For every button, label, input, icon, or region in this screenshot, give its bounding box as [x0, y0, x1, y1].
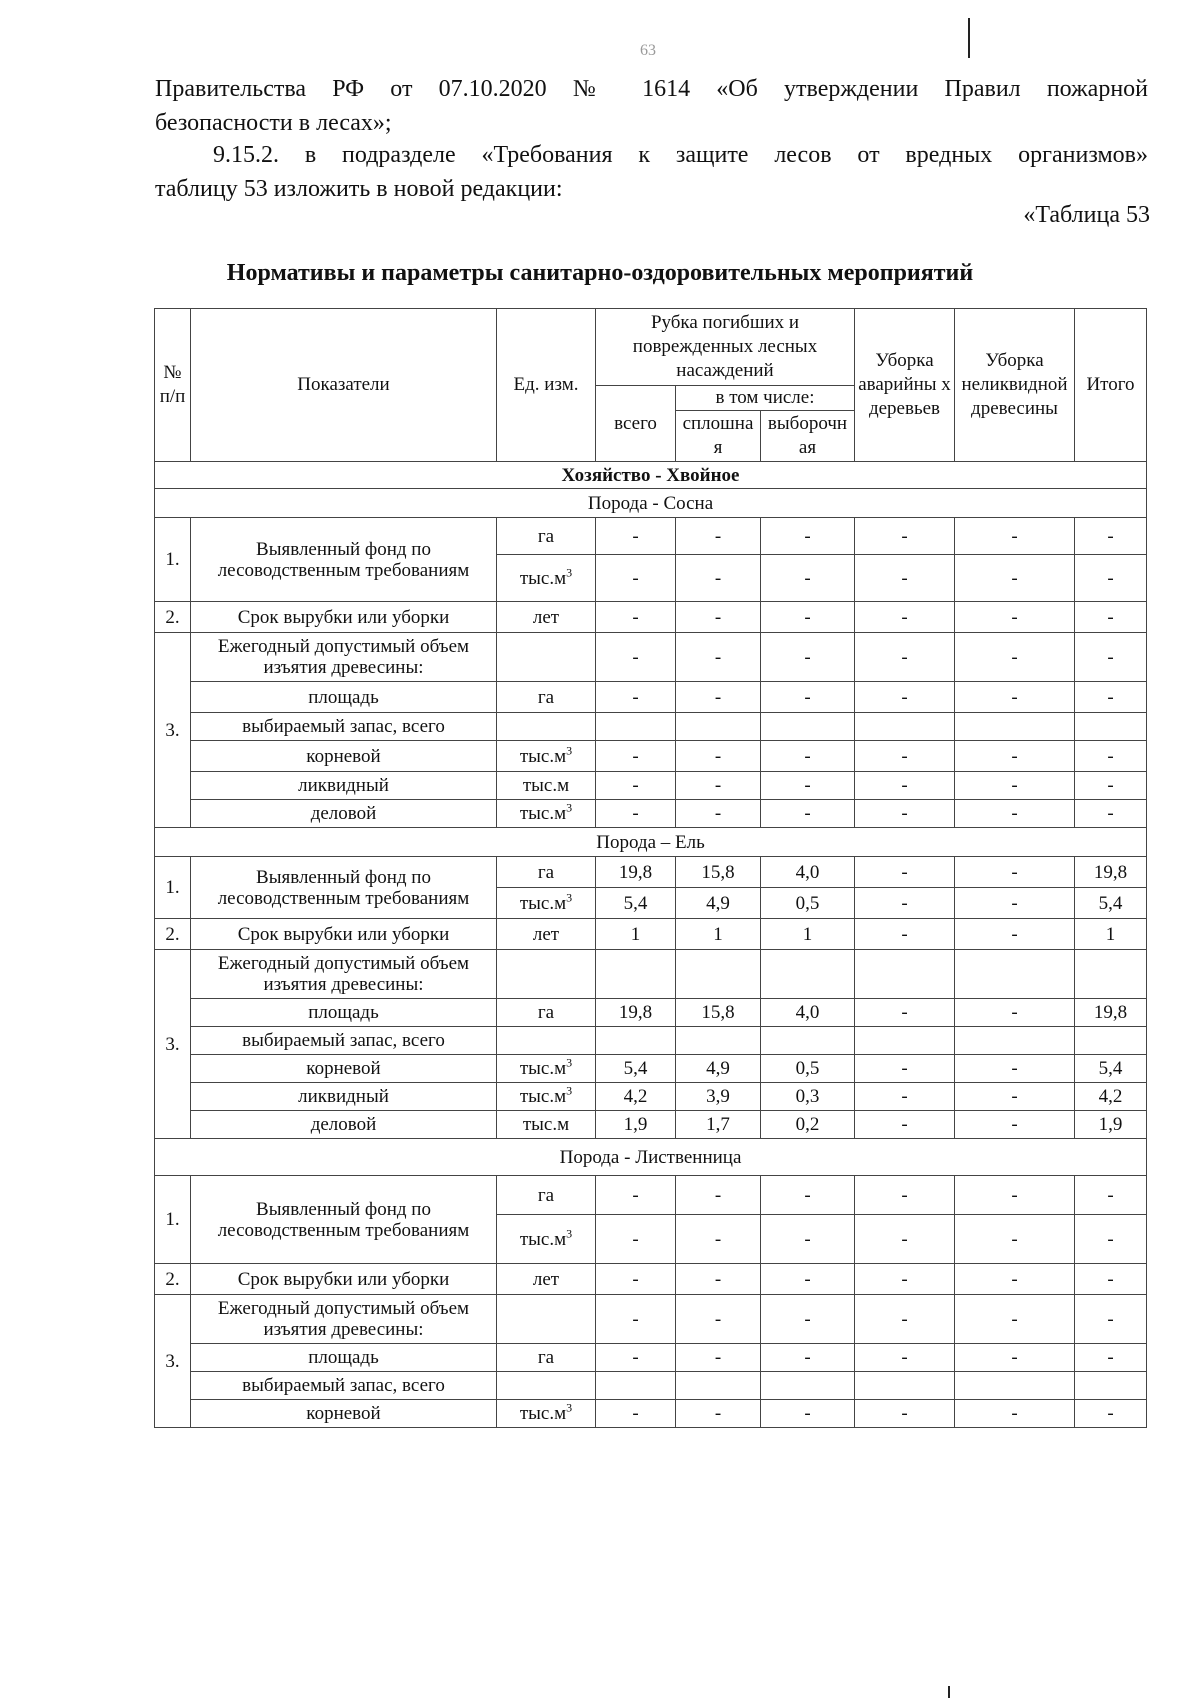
- cell: -: [955, 888, 1075, 919]
- cell: -: [1075, 518, 1147, 555]
- row-label: деловой: [191, 800, 497, 828]
- cell: 5,4: [1075, 888, 1147, 919]
- row-label: Срок вырубки или уборки: [191, 919, 497, 950]
- cell: -: [1075, 1295, 1147, 1344]
- row-label: Выявленный фонд по лесоводственным требованиям: [191, 518, 497, 602]
- table-row: [155, 800, 1147, 828]
- table-row: [155, 772, 1147, 800]
- paragraph-2-line-2: таблицу 53 изложить в новой редакции:: [155, 176, 563, 202]
- cell: [855, 1027, 955, 1055]
- cell: -: [955, 772, 1075, 800]
- cell: -: [855, 857, 955, 888]
- cell: -: [955, 682, 1075, 713]
- cell: -: [676, 1176, 761, 1215]
- row-label: выбираемый запас, всего: [191, 713, 497, 741]
- cell: [855, 950, 955, 999]
- paragraph-1-line-2: безопасности в лесах»;: [155, 110, 392, 136]
- table-row: [155, 682, 1147, 713]
- cell: 1: [596, 919, 676, 950]
- cell: -: [676, 800, 761, 828]
- cell: -: [596, 518, 676, 555]
- header-selective: выборочн ая: [761, 411, 855, 462]
- cell: -: [955, 1083, 1075, 1111]
- cell: -: [955, 741, 1075, 772]
- cell: -: [855, 1295, 955, 1344]
- cell: -: [676, 1344, 761, 1372]
- cell: [955, 713, 1075, 741]
- paragraph-1-line-1: Правительства РФ от 07.10.2020 № 1614 «Об утверждении Правил пожарной: [155, 76, 1148, 102]
- unit-text: тыс.м: [519, 1058, 567, 1079]
- cell: -: [955, 919, 1075, 950]
- row-num: 1.: [155, 1176, 191, 1264]
- row-unit: [497, 1295, 596, 1344]
- cell: [855, 713, 955, 741]
- cell: 15,8: [676, 857, 761, 888]
- cell: -: [855, 602, 955, 633]
- cell: -: [955, 1400, 1075, 1428]
- cell: -: [761, 800, 855, 828]
- table-row: [155, 633, 1147, 682]
- unit-sup: 3: [566, 890, 573, 905]
- cell: -: [955, 633, 1075, 682]
- row-unit: га: [497, 518, 596, 555]
- table-row: [155, 1176, 1147, 1215]
- cell: -: [855, 1055, 955, 1083]
- cell: [955, 950, 1075, 999]
- cell: 4,2: [1075, 1083, 1147, 1111]
- cell: -: [761, 1400, 855, 1428]
- row-unit: [497, 1400, 596, 1428]
- header-indicator: Показатели: [191, 309, 497, 462]
- row-unit: га: [497, 1176, 596, 1215]
- unit-sup: 3: [566, 743, 573, 758]
- row-unit: [497, 741, 596, 772]
- row-unit: [497, 1055, 596, 1083]
- table-row: [155, 950, 1147, 999]
- cell: -: [855, 772, 955, 800]
- table-row: [155, 999, 1147, 1027]
- table-row: [155, 1295, 1147, 1344]
- unit-sup: 3: [566, 800, 573, 815]
- table-row: [155, 1055, 1147, 1083]
- unit-sup: 3: [566, 1055, 573, 1070]
- table-row: [155, 1264, 1147, 1295]
- cell: -: [761, 555, 855, 602]
- cell: -: [855, 800, 955, 828]
- unit-sup: 3: [566, 565, 573, 580]
- cell: -: [761, 1295, 855, 1344]
- page-number: 63: [640, 42, 656, 59]
- unit-text: тыс.м: [519, 745, 567, 767]
- cell: 19,8: [1075, 857, 1147, 888]
- table-row: [155, 713, 1147, 741]
- cell: -: [955, 1295, 1075, 1344]
- table-row: [155, 1372, 1147, 1400]
- cell: -: [955, 1344, 1075, 1372]
- cell: -: [676, 682, 761, 713]
- cell: -: [676, 741, 761, 772]
- scan-mark: [948, 1686, 950, 1698]
- cell: -: [955, 800, 1075, 828]
- cell: [1075, 950, 1147, 999]
- table-row: [155, 857, 1147, 888]
- row-label: выбираемый запас, всего: [191, 1372, 497, 1400]
- cell: [761, 950, 855, 999]
- cell: -: [955, 602, 1075, 633]
- cell: -: [1075, 633, 1147, 682]
- row-unit: лет: [497, 1264, 596, 1295]
- cell: -: [855, 682, 955, 713]
- cell: -: [955, 555, 1075, 602]
- cell: -: [855, 555, 955, 602]
- table-title: Нормативы и параметры санитарно-оздоровительных мероприятий: [226, 260, 974, 286]
- row-unit: [497, 800, 596, 828]
- row-unit: [497, 950, 596, 999]
- cell: 0,5: [761, 888, 855, 919]
- cell: -: [596, 1176, 676, 1215]
- row-num: 3.: [155, 633, 191, 828]
- header-clear: сплошна я: [676, 411, 761, 462]
- paragraph-2: [155, 138, 1148, 206]
- norms-table: [154, 308, 1147, 1428]
- table-row: [155, 518, 1147, 555]
- unit-sup: 3: [566, 1400, 573, 1415]
- cell: -: [596, 1295, 676, 1344]
- row-num: 2.: [155, 602, 191, 633]
- row-label: Ежегодный допустимый объем изъятия древесины:: [191, 1295, 497, 1344]
- cell: -: [761, 1264, 855, 1295]
- cell: 4,0: [761, 857, 855, 888]
- cell: -: [855, 1083, 955, 1111]
- cell: 1,9: [596, 1111, 676, 1139]
- unit-text: тыс.м: [519, 1228, 567, 1250]
- cell: -: [955, 999, 1075, 1027]
- cell: -: [955, 857, 1075, 888]
- cell: -: [761, 682, 855, 713]
- row-unit: [497, 1215, 596, 1264]
- header-unit: Ед. изм.: [497, 309, 596, 462]
- row-unit: лет: [497, 919, 596, 950]
- cell: 0,2: [761, 1111, 855, 1139]
- cell: -: [596, 772, 676, 800]
- cell: 4,9: [676, 888, 761, 919]
- cell: 1: [1075, 919, 1147, 950]
- cell: 1,7: [676, 1111, 761, 1139]
- cell: [596, 1372, 676, 1400]
- cell: -: [761, 633, 855, 682]
- cell: -: [855, 1344, 955, 1372]
- header-emergency: Уборка аварийны х деревьев: [855, 309, 955, 462]
- cell: -: [1075, 682, 1147, 713]
- cell: -: [1075, 555, 1147, 602]
- cell: 1,9: [1075, 1111, 1147, 1139]
- row-label: Выявленный фонд по лесоводственным требованиям: [191, 1176, 497, 1264]
- cell: -: [761, 602, 855, 633]
- cell: -: [1075, 800, 1147, 828]
- row-label: площадь: [191, 682, 497, 713]
- unit-text: тыс.м: [519, 1403, 567, 1424]
- cell: -: [676, 772, 761, 800]
- row-unit: га: [497, 999, 596, 1027]
- cell: -: [855, 518, 955, 555]
- section-economy: Хозяйство - Хвойное: [155, 462, 1147, 489]
- table-caption: «Таблица 53: [1023, 202, 1150, 228]
- row-num: 1.: [155, 518, 191, 602]
- cell: -: [596, 741, 676, 772]
- row-label: Ежегодный допустимый объем изъятия древесины:: [191, 633, 497, 682]
- cell: -: [761, 1176, 855, 1215]
- cell: -: [676, 1264, 761, 1295]
- cell: 3,9: [676, 1083, 761, 1111]
- row-unit: тыс.м: [497, 772, 596, 800]
- section-larch: Порода - Лиственница: [155, 1139, 1147, 1176]
- row-unit: тыс.м: [497, 1111, 596, 1139]
- cell: [596, 1027, 676, 1055]
- cell: -: [855, 999, 955, 1027]
- cell: [1075, 713, 1147, 741]
- row-num: 3.: [155, 950, 191, 1139]
- table-row: [155, 1111, 1147, 1139]
- row-label: корневой: [191, 1055, 497, 1083]
- cell: -: [596, 1215, 676, 1264]
- row-unit: [497, 1372, 596, 1400]
- cell: -: [855, 1111, 955, 1139]
- row-unit: [497, 1027, 596, 1055]
- cell: -: [1075, 1344, 1147, 1372]
- table-row: [155, 1083, 1147, 1111]
- scan-mark: [968, 18, 970, 58]
- cell: -: [855, 741, 955, 772]
- cell: -: [761, 1344, 855, 1372]
- cell: -: [955, 1264, 1075, 1295]
- cell: -: [676, 518, 761, 555]
- cell: [1075, 1027, 1147, 1055]
- cell: -: [596, 800, 676, 828]
- cell: -: [596, 1264, 676, 1295]
- cell: -: [596, 1400, 676, 1428]
- cell: -: [1075, 1215, 1147, 1264]
- cell: -: [761, 741, 855, 772]
- row-unit: [497, 633, 596, 682]
- row-num: 3.: [155, 1295, 191, 1428]
- cell: [761, 1027, 855, 1055]
- section-spruce: Порода – Ель: [155, 828, 1147, 857]
- header-incl: в том числе:: [676, 386, 855, 411]
- cell: -: [1075, 741, 1147, 772]
- cell: -: [596, 1344, 676, 1372]
- cell: 19,8: [1075, 999, 1147, 1027]
- row-label: корневой: [191, 741, 497, 772]
- header-felling: Рубка погибших и поврежденных лесных насаждений: [596, 309, 855, 386]
- cell: -: [676, 633, 761, 682]
- row-label: ликвидный: [191, 1083, 497, 1111]
- cell: [761, 1372, 855, 1400]
- row-unit: [497, 888, 596, 919]
- cell: -: [596, 633, 676, 682]
- cell: [955, 1027, 1075, 1055]
- cell: 1: [676, 919, 761, 950]
- row-label: корневой: [191, 1400, 497, 1428]
- row-label: деловой: [191, 1111, 497, 1139]
- cell: 4,9: [676, 1055, 761, 1083]
- cell: 4,0: [761, 999, 855, 1027]
- cell: -: [676, 1400, 761, 1428]
- cell: [596, 713, 676, 741]
- cell: 19,8: [596, 999, 676, 1027]
- cell: [955, 1372, 1075, 1400]
- cell: -: [855, 919, 955, 950]
- unit-text: тыс.м: [519, 803, 567, 824]
- cell: -: [955, 1055, 1075, 1083]
- cell: 0,5: [761, 1055, 855, 1083]
- cell: [676, 1027, 761, 1055]
- header-sum: Итого: [1075, 309, 1147, 462]
- row-label: Ежегодный допустимый объем изъятия древесины:: [191, 950, 497, 999]
- row-unit: лет: [497, 602, 596, 633]
- header-illiquid: Уборка неликвидной древесины: [955, 309, 1075, 462]
- row-label: площадь: [191, 999, 497, 1027]
- cell: -: [855, 633, 955, 682]
- row-unit: га: [497, 1344, 596, 1372]
- cell: [596, 950, 676, 999]
- cell: -: [955, 1215, 1075, 1264]
- table-row: [155, 919, 1147, 950]
- cell: -: [1075, 602, 1147, 633]
- cell: -: [676, 555, 761, 602]
- unit-text: тыс.м: [519, 567, 567, 589]
- cell: -: [676, 1215, 761, 1264]
- row-label: Срок вырубки или уборки: [191, 602, 497, 633]
- paragraph-2-line-1: 9.15.2. в подразделе «Требования к защите лесов от вредных организмов»: [213, 142, 1148, 168]
- table-row: [155, 1344, 1147, 1372]
- section-pine: Порода - Сосна: [155, 489, 1147, 518]
- cell: -: [676, 602, 761, 633]
- cell: [676, 950, 761, 999]
- cell: -: [855, 1215, 955, 1264]
- unit-sup: 3: [566, 1083, 573, 1098]
- table-row: [155, 1400, 1147, 1428]
- cell: 5,4: [596, 888, 676, 919]
- row-num: 2.: [155, 1264, 191, 1295]
- cell: 5,4: [596, 1055, 676, 1083]
- cell: -: [676, 1295, 761, 1344]
- cell: [676, 713, 761, 741]
- row-unit: [497, 555, 596, 602]
- row-unit: [497, 1083, 596, 1111]
- cell: -: [1075, 772, 1147, 800]
- cell: -: [761, 1215, 855, 1264]
- cell: [1075, 1372, 1147, 1400]
- cell: -: [855, 1264, 955, 1295]
- header-total: всего: [596, 386, 676, 462]
- cell: 5,4: [1075, 1055, 1147, 1083]
- cell: -: [955, 518, 1075, 555]
- cell: -: [855, 1176, 955, 1215]
- paragraph-1: [155, 72, 1148, 140]
- row-unit: га: [497, 857, 596, 888]
- cell: -: [1075, 1176, 1147, 1215]
- cell: 4,2: [596, 1083, 676, 1111]
- row-unit: га: [497, 682, 596, 713]
- cell: -: [596, 602, 676, 633]
- cell: 0,3: [761, 1083, 855, 1111]
- cell: -: [955, 1176, 1075, 1215]
- table-row: [155, 741, 1147, 772]
- cell: -: [855, 888, 955, 919]
- unit-text: тыс.м: [519, 1086, 567, 1107]
- cell: [761, 713, 855, 741]
- cell: -: [955, 1111, 1075, 1139]
- cell: -: [761, 772, 855, 800]
- cell: 1: [761, 919, 855, 950]
- cell: -: [596, 682, 676, 713]
- row-num: 2.: [155, 919, 191, 950]
- row-label: выбираемый запас, всего: [191, 1027, 497, 1055]
- table-row: [155, 602, 1147, 633]
- cell: [676, 1372, 761, 1400]
- cell: 15,8: [676, 999, 761, 1027]
- cell: [855, 1372, 955, 1400]
- row-label: Срок вырубки или уборки: [191, 1264, 497, 1295]
- cell: -: [1075, 1400, 1147, 1428]
- row-unit: [497, 713, 596, 741]
- cell: -: [761, 518, 855, 555]
- unit-text: тыс.м: [519, 892, 567, 914]
- cell: -: [855, 1400, 955, 1428]
- cell: -: [1075, 1264, 1147, 1295]
- header-num: № п/п: [155, 309, 191, 462]
- cell: 19,8: [596, 857, 676, 888]
- cell: -: [596, 555, 676, 602]
- row-label: Выявленный фонд по лесоводственным требованиям: [191, 857, 497, 919]
- table-row: [155, 1027, 1147, 1055]
- row-label: площадь: [191, 1344, 497, 1372]
- row-label: ликвидный: [191, 772, 497, 800]
- row-num: 1.: [155, 857, 191, 919]
- unit-sup: 3: [566, 1226, 573, 1241]
